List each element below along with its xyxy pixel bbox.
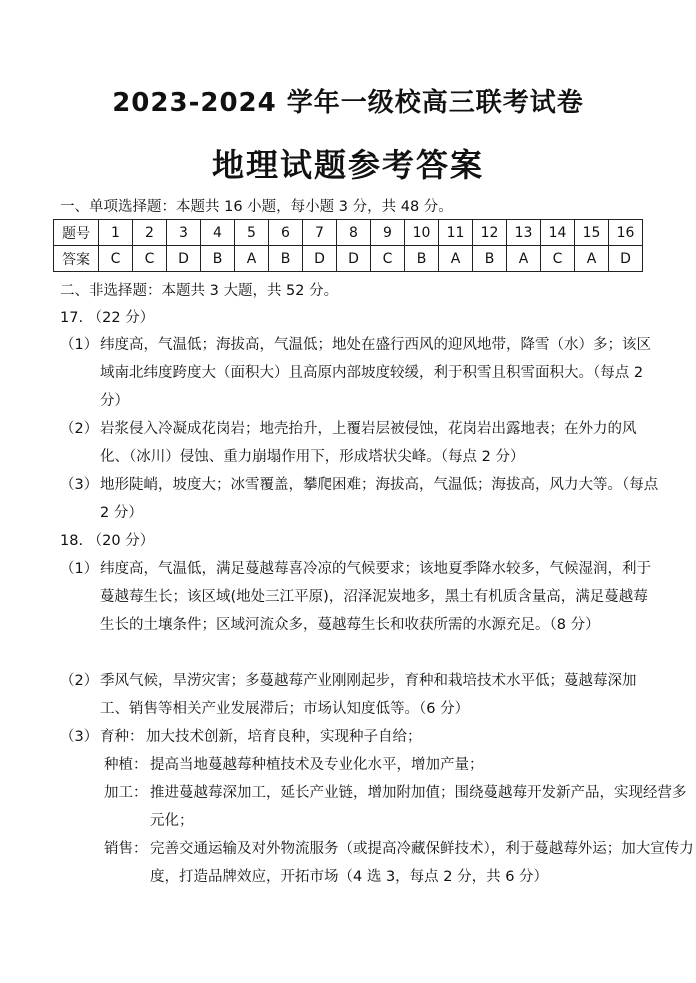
answer-cell: B <box>269 246 303 272</box>
answer-cell: B <box>201 246 235 272</box>
part-number: （3） <box>60 477 99 493</box>
q17-part1-text: 纬度高，气温低；海拔高，气温低；地处在盛行西风的迎风地带，降雪（水）多；该区域南北纬度跨度大（面积大）且高原内部坡度较缓，利于积雪且积雪面积大。（每点 2 分） <box>100 337 651 409</box>
question-number: 4 <box>201 220 235 246</box>
processing-label: 加工： <box>104 785 148 801</box>
answer-cell: B <box>405 246 439 272</box>
row-header-no: 题号 <box>54 220 99 246</box>
section1-heading: 一、单项选择题：本题共 16 小题，每小题 3 分，共 48 分。 <box>60 199 453 215</box>
answer-cell: D <box>167 246 201 272</box>
question-number: 7 <box>303 220 337 246</box>
planting-label: 种植： <box>104 757 148 773</box>
breeding-text: 加大技术创新，培育良种，实现种子自给； <box>146 729 422 745</box>
question-17-label: 17. （22 分） <box>60 310 155 326</box>
question-number: 10 <box>405 220 439 246</box>
question-number: 15 <box>575 220 609 246</box>
q18-part2-text: 季风气候，旱涝灾害；多蔓越莓产业刚刚起步，育种和栽培技术水平低；蔓越莓深加工、销售等相关产业发展滞后；市场认知度低等。（6 分） <box>100 673 637 717</box>
answer-cell: C <box>541 246 575 272</box>
question-number: 2 <box>133 220 167 246</box>
question-number: 11 <box>439 220 473 246</box>
question-number: 3 <box>167 220 201 246</box>
question-number: 5 <box>235 220 269 246</box>
answer-cell: A <box>507 246 541 272</box>
q18-part1-text: 纬度高，气温低，满足蔓越莓喜冷凉的气候要求；该地夏季降水较多，气候湿润，利于蔓越莓生长；该区域(地处三江平原)，沼泽泥炭地多，黑土有机质含量高，满足蔓越莓生长的土壤条件；区域河流众多，蔓越莓生长和收获所需的水源充足。（8 分） <box>100 561 651 633</box>
answer-cell: D <box>337 246 371 272</box>
part-number: （3） <box>60 729 99 745</box>
answer-cell: C <box>133 246 167 272</box>
exam-title: 2023-2024 学年一级校高三联考试卷 <box>112 88 584 118</box>
sales-label: 销售： <box>104 841 148 857</box>
question-number: 13 <box>507 220 541 246</box>
part-number: （1） <box>60 337 99 353</box>
q18-breeding <box>100 723 660 751</box>
processing-text: 推进蔓越莓深加工，延长产业链，增加附加值；围绕蔓越莓开发新产品，实现经营多元化； <box>150 785 687 829</box>
answer-key-title: 地理试题参考答案 <box>211 146 484 184</box>
section2-heading: 二、非选择题：本题共 3 大题，共 52 分。 <box>60 283 339 299</box>
question-number: 16 <box>609 220 643 246</box>
q17-part3-text: 地形陡峭，坡度大；冰雪覆盖，攀爬困难；海拔高，气温低；海拔高，风力大等。（每点 2 分） <box>100 477 659 521</box>
part-number: （2） <box>60 421 99 437</box>
question-number: 12 <box>473 220 507 246</box>
q18-processing <box>104 779 687 835</box>
part-number: （2） <box>60 673 99 689</box>
answer-cell: A <box>575 246 609 272</box>
answer-cell: C <box>99 246 133 272</box>
answer-cell: B <box>473 246 507 272</box>
planting-text: 提高当地蔓越莓种植技术及专业化水平，增加产量； <box>150 757 484 773</box>
answer-cell: A <box>439 246 473 272</box>
question-number: 6 <box>269 220 303 246</box>
answer-cell: D <box>303 246 337 272</box>
sales-text: 完善交通运输及对外物流服务（或提高冷藏保鲜技术），利于蔓越莓外运；加大宣传力度，打造品牌效应，开拓市场（4 选 3，每点 2 分，共 6 分） <box>150 841 694 885</box>
breeding-label: 育种： <box>100 729 144 745</box>
answer-table-number-row <box>54 220 643 246</box>
part-number: （1） <box>60 561 99 577</box>
answer-cell: A <box>235 246 269 272</box>
answer-cell: D <box>609 246 643 272</box>
question-number: 8 <box>337 220 371 246</box>
row-header-answer: 答案 <box>54 246 99 272</box>
question-18-label: 18. （20 分） <box>60 533 155 549</box>
question-number: 14 <box>541 220 575 246</box>
question-number: 1 <box>99 220 133 246</box>
question-number: 9 <box>371 220 405 246</box>
q18-planting <box>104 751 664 779</box>
q18-sales <box>104 835 694 919</box>
q17-part2-text: 岩浆侵入冷凝成花岗岩；地壳抬升，上覆岩层被侵蚀，花岗岩出露地表；在外力的风化、（冰川）侵蚀、重力崩塌作用下，形成塔状尖峰。（每点 2 分） <box>100 421 637 465</box>
answer-cell: C <box>371 246 405 272</box>
answer-table-answer-row <box>54 246 643 272</box>
answer-table <box>53 219 643 272</box>
